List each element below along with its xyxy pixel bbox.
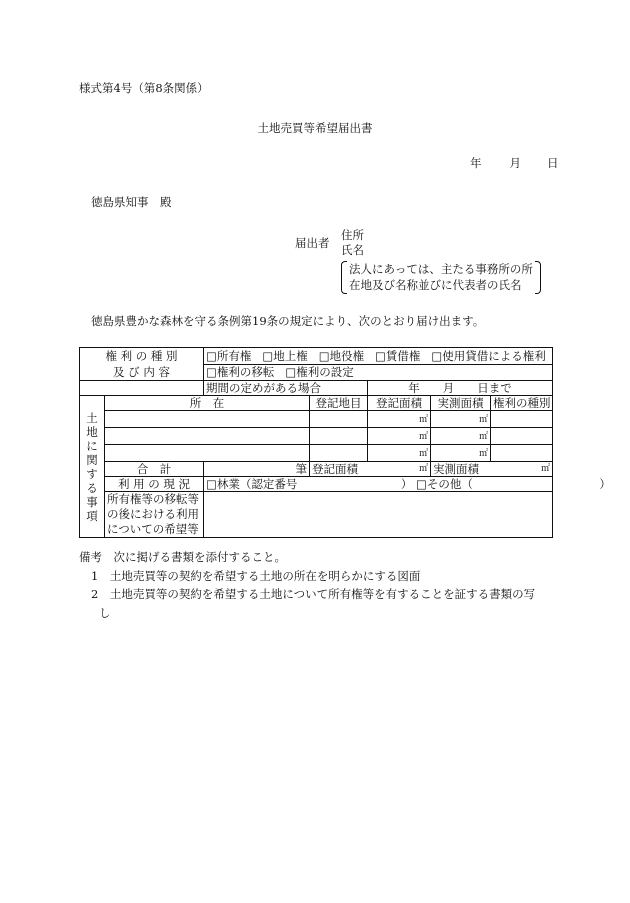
- bracket-left: [341, 261, 347, 294]
- land-row: [80, 428, 553, 445]
- total-label: 合 計: [105, 462, 204, 477]
- document-title: 土地売買等希望届出書: [257, 121, 373, 135]
- checkbox-transfer[interactable]: □権利の移転: [206, 365, 275, 380]
- right-type-field[interactable]: [491, 445, 553, 462]
- date-line: [470, 155, 559, 171]
- total-measured-label: 実測面積: [433, 462, 480, 476]
- blank-cell: [80, 381, 204, 396]
- date-year: 年: [470, 156, 482, 170]
- land-row: [80, 445, 553, 462]
- header-land-category: 登記地目: [310, 396, 368, 411]
- checkbox-ownership[interactable]: □所有権: [206, 348, 252, 363]
- land-category-field[interactable]: [310, 445, 368, 462]
- total-registered-area-field[interactable]: [310, 462, 431, 477]
- right-type-field[interactable]: [491, 428, 553, 445]
- location-field[interactable]: [105, 445, 310, 462]
- measured-area-field[interactable]: ㎡: [431, 428, 491, 445]
- registered-area-field[interactable]: ㎡: [368, 428, 431, 445]
- rights-label-line1: 権 利 の 種 別: [105, 349, 178, 363]
- parcel-count-field[interactable]: 筆: [204, 462, 310, 477]
- wish-field[interactable]: [204, 492, 553, 538]
- usage-row: [80, 477, 553, 492]
- land-category-field[interactable]: [310, 411, 368, 428]
- corporation-note: [345, 261, 535, 293]
- form-number-label: 様式第4号（第8条関係）: [79, 81, 209, 95]
- period-row: [80, 381, 553, 396]
- area-unit: ㎡: [541, 464, 551, 474]
- checkbox-loan-for-use[interactable]: □使用貸借による権利: [431, 348, 546, 363]
- checkbox-easement[interactable]: □地役権: [318, 348, 365, 363]
- date-day: 日: [547, 156, 559, 170]
- intro-text: 徳島県豊かな森林を守る条例第19条の規定により、次のとおり届け出ます。: [91, 314, 485, 328]
- rights-options-row2: [204, 364, 553, 381]
- remarks-item-1: 1 土地売買等の契約を希望する土地の所在を明らかにする図面: [91, 569, 421, 583]
- period-value[interactable]: 年 月 日まで: [368, 381, 553, 396]
- right-type-field[interactable]: [491, 411, 553, 428]
- location-field[interactable]: [105, 428, 310, 445]
- checkbox-establishment[interactable]: □権利の設定: [285, 365, 354, 380]
- remarks-item-2: 2 土地売買等の契約を希望する土地について所有権等を有することを証する書類の写: [91, 587, 536, 601]
- corporation-note-line2: 在地及び名称並びに代表者の氏名: [349, 278, 522, 292]
- total-measured-area-field[interactable]: [431, 462, 553, 477]
- registered-area-field[interactable]: ㎡: [368, 445, 431, 462]
- checkbox-superficies[interactable]: □地上権: [262, 348, 308, 363]
- usage-options: [204, 477, 611, 492]
- registered-area-field[interactable]: ㎡: [368, 411, 431, 428]
- total-registered-label: 登記面積: [312, 462, 359, 476]
- corporation-note-line1: 法人にあっては、主たる事務所の所: [349, 262, 533, 276]
- location-field[interactable]: [105, 411, 310, 428]
- remarks-label: 備考 次に掲げる書類を添付すること。: [79, 550, 286, 564]
- land-header-row: [80, 396, 553, 411]
- bracket-right: [535, 261, 541, 294]
- wish-label: 所有権等の移転等 の後における利用 についての希望等: [105, 492, 204, 538]
- land-category-field[interactable]: [310, 428, 368, 445]
- applicant-label: 届出者: [295, 236, 330, 250]
- header-right-type: 権利の種別: [491, 396, 553, 411]
- header-measured-area: 実測面積: [431, 396, 491, 411]
- name-label: 氏名: [341, 243, 364, 257]
- usage-label: 利 用 の 現 況: [105, 477, 204, 492]
- addressee: 徳島県知事 殿: [91, 195, 172, 209]
- land-matters-label: 土 地 に 関 す る 事 項: [80, 396, 105, 538]
- rights-options-row1: [204, 348, 553, 365]
- address-label: 住所: [341, 228, 364, 242]
- checkbox-forestry[interactable]: □林業（認定番号 ）: [206, 477, 413, 491]
- application-table: [79, 347, 611, 538]
- header-location: 所 在: [105, 396, 310, 411]
- period-label: 期間の定めがある場合: [204, 381, 368, 396]
- land-row: [80, 411, 553, 428]
- date-month: 月: [509, 156, 521, 170]
- rights-row-1: [80, 348, 553, 365]
- checkbox-other-usage[interactable]: □その他（ ）: [416, 477, 611, 491]
- measured-area-field[interactable]: ㎡: [431, 445, 491, 462]
- area-unit: ㎡: [419, 464, 429, 474]
- header-registered-area: 登記面積: [368, 396, 431, 411]
- remarks-item-2-continued: し: [99, 606, 111, 620]
- checkbox-lease[interactable]: □賃借権: [375, 348, 421, 363]
- measured-area-field[interactable]: ㎡: [431, 411, 491, 428]
- rights-label-line2: 及 び 内 容: [113, 365, 170, 379]
- total-row: [80, 462, 553, 477]
- rights-label-cell: [80, 348, 204, 381]
